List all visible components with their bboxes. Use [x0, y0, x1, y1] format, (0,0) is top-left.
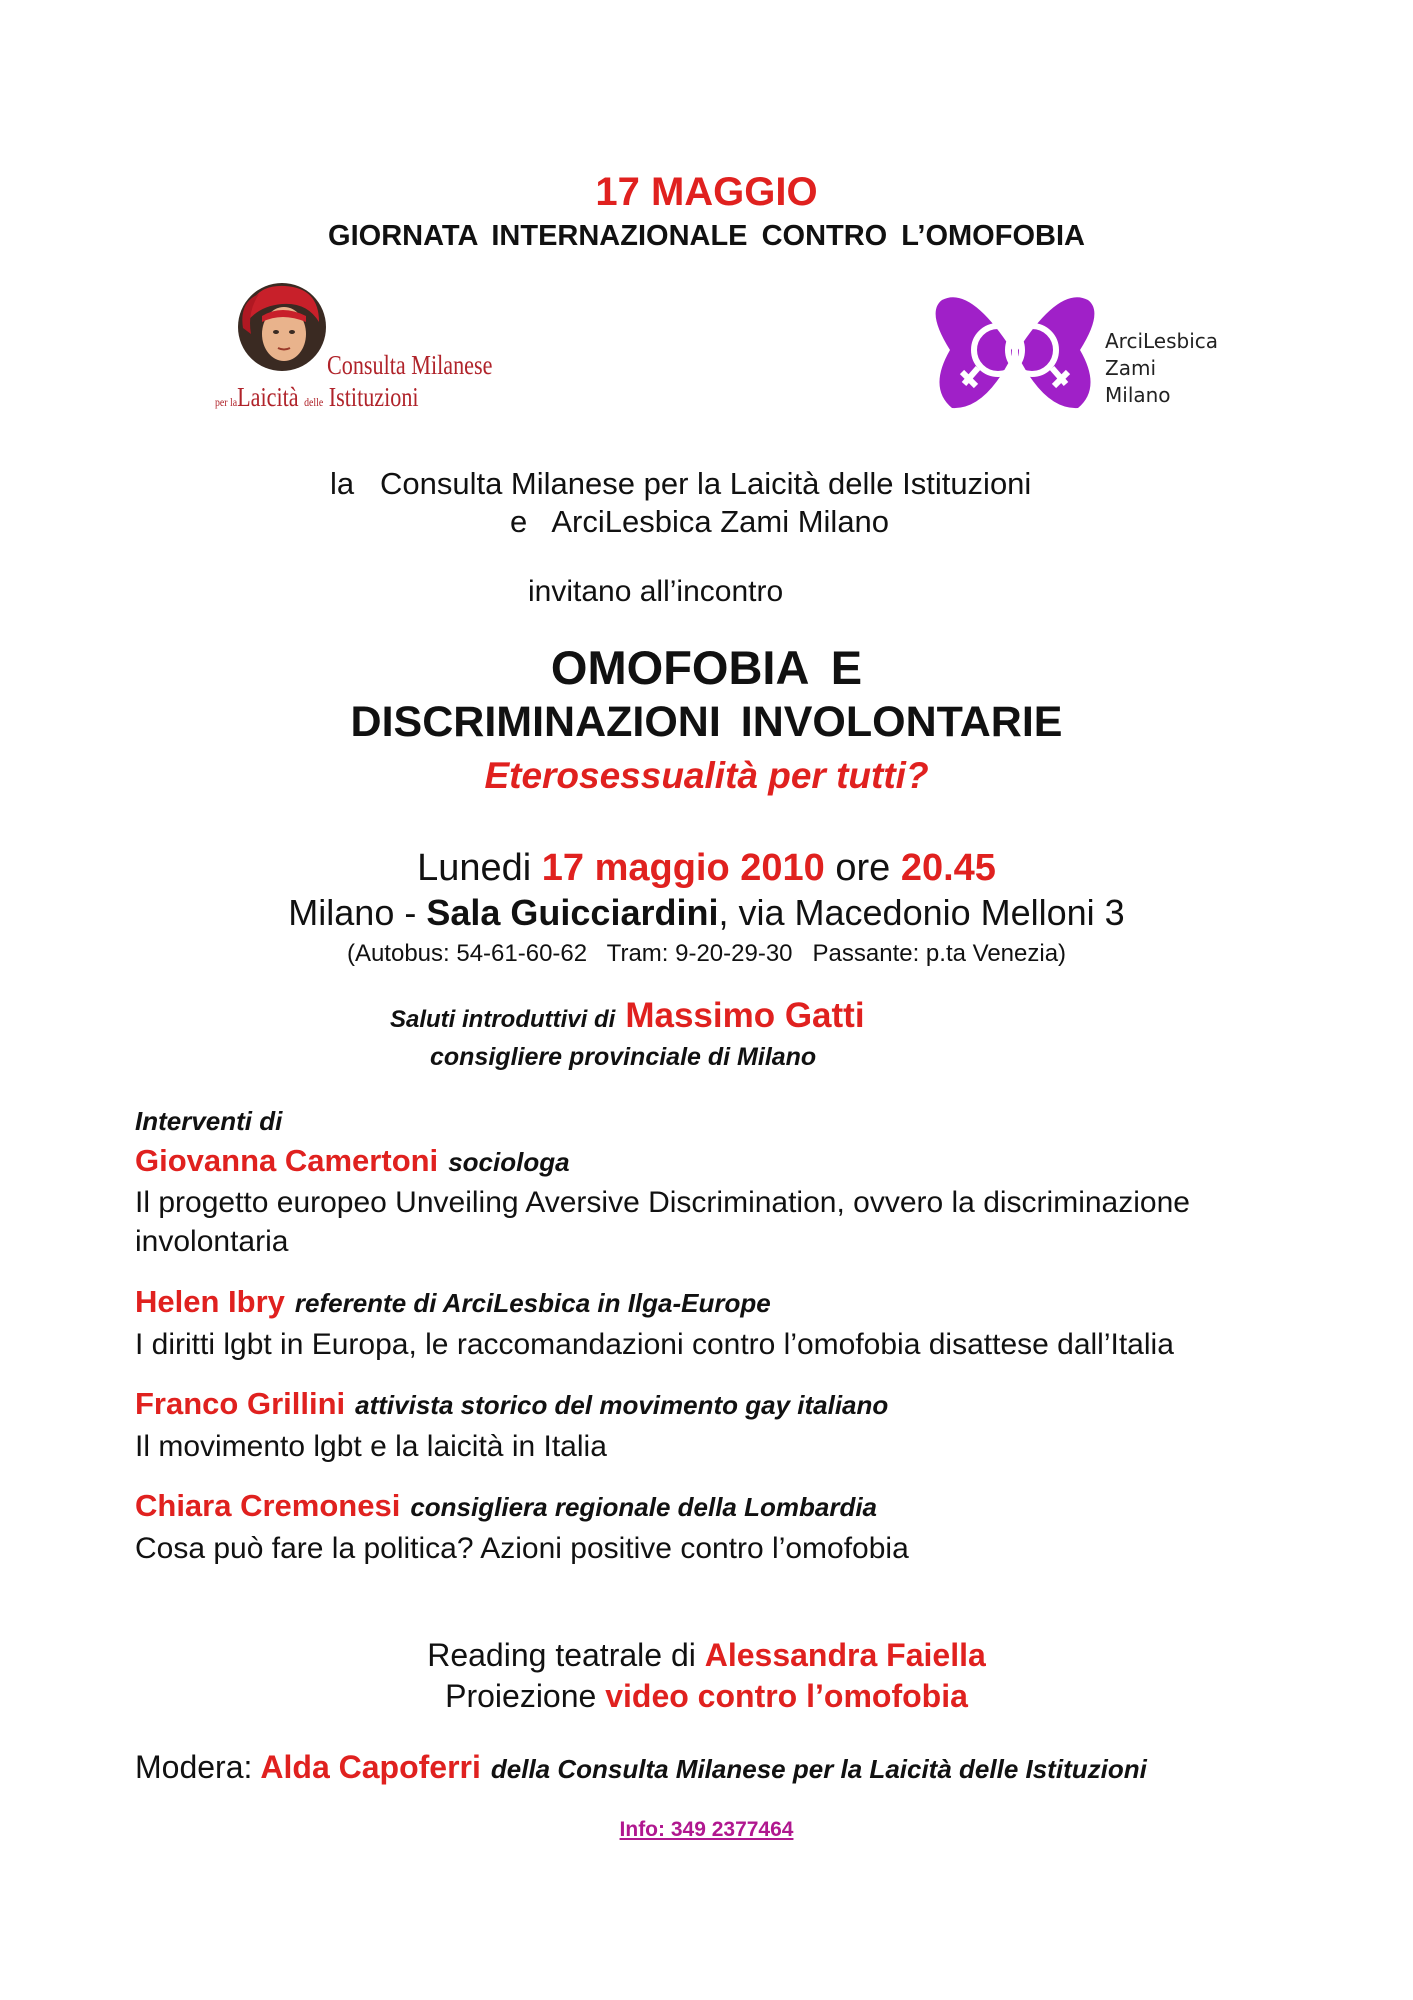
- event-subtitle: Eterosessualità per tutti?: [484, 755, 929, 796]
- moderator-line: [135, 1749, 1147, 1786]
- reading-name: Alessandra Faiella: [704, 1637, 986, 1673]
- speaker-role: sociologa: [448, 1147, 570, 1177]
- moderator-name: Alda Capoferri: [260, 1749, 481, 1785]
- speaker-name: Helen Ibry: [135, 1284, 285, 1319]
- event-ore: ore: [835, 847, 891, 889]
- day-name-heading: GIORNATA INTERNAZIONALE CONTRO L’OMOFOBIA: [328, 220, 1085, 252]
- event-date-heading: 17 MAGGIO: [595, 170, 818, 214]
- speaker-role: consigliera regionale della Lombardia: [410, 1492, 878, 1522]
- event-datetime: [0, 847, 1413, 890]
- arcilesbica-logo-text: ArciLesbica Zami Milano: [1105, 329, 1219, 407]
- consulta-milanese-logo: [210, 282, 530, 417]
- saluti-role: consigliere provinciale di Milano: [430, 1043, 817, 1071]
- proiezione-label: Proiezione: [445, 1678, 597, 1714]
- speaker-heading: [135, 1143, 570, 1179]
- consulta-logo-delle: delle: [304, 395, 324, 409]
- interventi-label: Interventi di: [135, 1106, 283, 1136]
- event-time: 20.45: [900, 847, 996, 889]
- event-day: Lunedi: [417, 847, 532, 889]
- speaker-role: referente di ArciLesbica in Ilga-Europe: [294, 1288, 771, 1318]
- saluti-label: Saluti introduttivi di: [390, 1006, 616, 1033]
- moderator-label: Modera:: [135, 1749, 253, 1785]
- event-title-line-1: OMOFOBIA E: [550, 641, 863, 694]
- info-line: [0, 1818, 1413, 1842]
- consulta-logo-line1: Consulta Milanese: [327, 350, 493, 380]
- info-phone-link[interactable]: Info: 349 2377464: [619, 1818, 794, 1841]
- consulta-logo-istituzioni: Istituzioni: [328, 382, 419, 412]
- speaker-talk: I diritti lgbt in Europa, le raccomandazioni contro l’omofobia disattese dall’Italia: [135, 1328, 1174, 1361]
- event-location: [0, 892, 1413, 934]
- intro-line-1: la Consulta Milanese per la Laicità delle Istituzioni: [330, 466, 1032, 501]
- speaker-heading: [135, 1386, 888, 1422]
- event-venue: Sala Guicciardini: [426, 892, 719, 933]
- butterfly-venus-icon: [930, 290, 1100, 415]
- saluti-line: [390, 996, 865, 1036]
- event-city: Milano -: [288, 892, 417, 933]
- speaker-talk: Il progetto europeo Unveiling Aversive Discrimination, ovvero la discriminazione involontaria: [135, 1186, 1190, 1258]
- invite-line: invitano all’incontro: [528, 575, 784, 608]
- event-date: 17 maggio 2010: [541, 847, 825, 889]
- speaker-heading: [135, 1488, 877, 1524]
- consulta-logo-laicita: Laicità: [237, 382, 299, 412]
- saluti-name: Massimo Gatti: [625, 996, 865, 1035]
- speaker-name: Franco Grillini: [135, 1386, 346, 1421]
- speaker-heading: [135, 1284, 771, 1320]
- reading-line: [0, 1637, 1413, 1674]
- proiezione-line: [0, 1678, 1413, 1715]
- event-address: , via Macedonio Melloni 3: [718, 892, 1125, 933]
- event-title-line-2: DISCRIMINAZIONI INVOLONTARIE: [350, 698, 1063, 746]
- speaker-name: Giovanna Camertoni: [135, 1143, 439, 1178]
- reading-label: Reading teatrale di: [427, 1637, 696, 1673]
- moderator-role: della Consulta Milanese per la Laicità delle Istituzioni: [490, 1754, 1147, 1784]
- portrait-icon: [237, 282, 327, 372]
- arcilesbica-logo: [930, 290, 1260, 415]
- transport-info: (Autobus: 54-61-60-62 Tram: 9-20-29-30 Passante: p.ta Venezia): [346, 940, 1067, 967]
- intro-line-2: e ArciLesbica Zami Milano: [510, 504, 890, 539]
- consulta-logo-prefix: per la: [215, 395, 238, 409]
- speaker-talk: Il movimento lgbt e la laicità in Italia: [135, 1430, 607, 1463]
- speaker-role: attivista storico del movimento gay italiano: [355, 1390, 889, 1420]
- proiezione-item: video contro l’omofobia: [605, 1678, 968, 1714]
- consulta-logo-line2: [215, 382, 419, 413]
- speaker-name: Chiara Cremonesi: [135, 1488, 401, 1523]
- speaker-talk: Cosa può fare la politica? Azioni positive contro l’omofobia: [135, 1532, 909, 1565]
